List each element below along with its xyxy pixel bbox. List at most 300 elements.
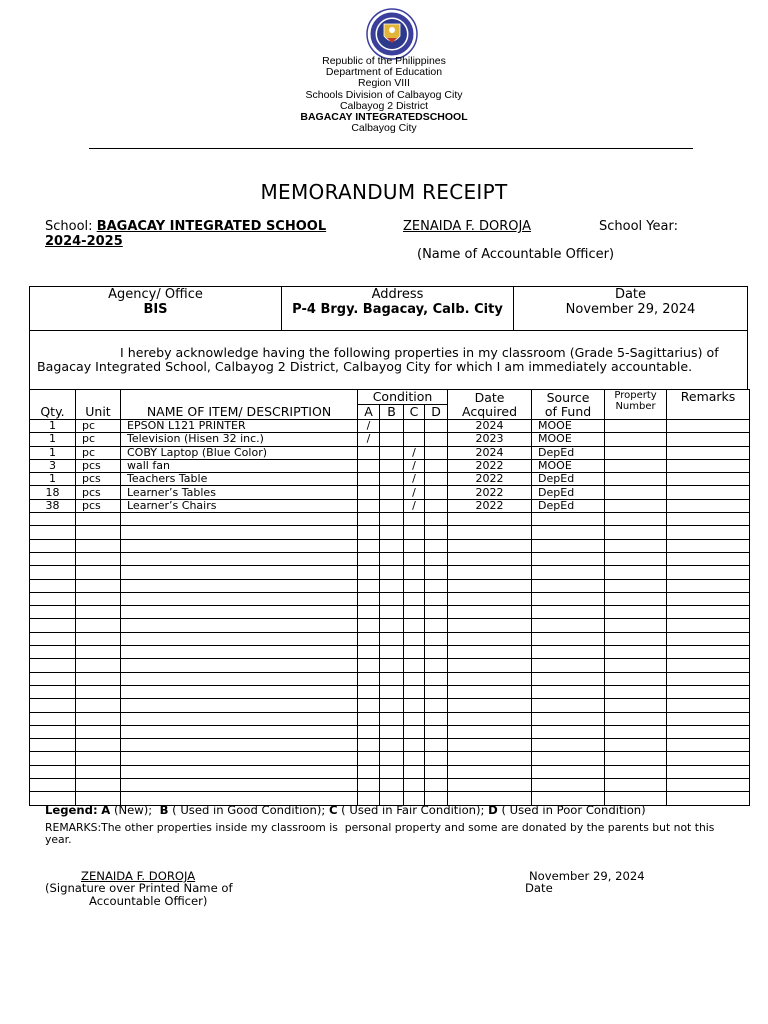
property-number-cell xyxy=(605,606,667,619)
source-of-fund-cell: MOOE xyxy=(532,433,605,446)
condition-c-cell xyxy=(404,712,425,725)
remarks-cell xyxy=(667,739,750,752)
remarks-cell xyxy=(667,712,750,725)
unit-cell xyxy=(76,672,121,685)
unit-cell xyxy=(76,539,121,552)
unit-cell xyxy=(76,619,121,632)
item-name-cell: Learner’s Tables xyxy=(121,486,358,499)
item-description-header: NAME OF ITEM/ DESCRIPTION xyxy=(121,390,358,420)
condition-c-header: C xyxy=(404,405,425,420)
remarks-cell xyxy=(667,539,750,552)
unit-cell xyxy=(76,526,121,539)
date-acquired-cell: 2022 xyxy=(448,486,532,499)
source-of-fund-cell: DepEd xyxy=(532,486,605,499)
unit-cell xyxy=(76,725,121,738)
qty-cell xyxy=(30,632,76,645)
condition-c-cell xyxy=(404,566,425,579)
address-label: Address xyxy=(371,287,424,302)
condition-b-cell xyxy=(380,619,404,632)
qty-cell: 3 xyxy=(30,459,76,472)
condition-c-cell: / xyxy=(404,446,425,459)
date-acquired-cell xyxy=(448,739,532,752)
condition-b-cell xyxy=(380,685,404,698)
legend-a-key: A xyxy=(101,803,111,817)
date-acquired-cell: 2022 xyxy=(448,459,532,472)
condition-a-cell xyxy=(358,779,380,792)
item-name-cell xyxy=(121,632,358,645)
source-header-line1: Source xyxy=(546,389,590,405)
condition-d-cell xyxy=(425,659,448,672)
unit-cell xyxy=(76,513,121,526)
item-name-cell xyxy=(121,779,358,792)
date-acquired-cell xyxy=(448,552,532,565)
date-acquired-cell xyxy=(448,646,532,659)
property-number-cell xyxy=(605,566,667,579)
qty-header: Qty. xyxy=(30,390,76,420)
qty-cell: 1 xyxy=(30,433,76,446)
property-number-cell xyxy=(605,513,667,526)
property-number-cell xyxy=(605,659,667,672)
condition-header: Condition xyxy=(358,390,448,405)
source-of-fund-cell xyxy=(532,765,605,778)
signature-caption-line2: Accountable Officer) xyxy=(89,894,208,908)
source-of-fund-cell xyxy=(532,779,605,792)
condition-a-cell xyxy=(358,646,380,659)
date-acquired-cell xyxy=(448,672,532,685)
item-name-cell: Teachers Table xyxy=(121,473,358,486)
unit-cell xyxy=(76,699,121,712)
source-of-fund-cell: DepEd xyxy=(532,446,605,459)
remarks-cell xyxy=(667,513,750,526)
remarks-cell xyxy=(667,606,750,619)
condition-c-cell xyxy=(404,433,425,446)
table-row-blank xyxy=(30,712,750,725)
legend-a-text: (New); xyxy=(110,803,160,817)
date-acquired-cell xyxy=(448,699,532,712)
table-row-blank xyxy=(30,579,750,592)
signature-caption-line1: (Signature over Printed Name of xyxy=(45,881,233,895)
item-name-cell: COBY Laptop (Blue Color) xyxy=(121,446,358,459)
property-number-cell xyxy=(605,632,667,645)
table-row-blank xyxy=(30,752,750,765)
condition-c-cell: / xyxy=(404,473,425,486)
remarks-cell xyxy=(667,473,750,486)
item-name-cell xyxy=(121,752,358,765)
source-of-fund-cell xyxy=(532,646,605,659)
condition-a-cell xyxy=(358,513,380,526)
source-of-fund-cell: MOOE xyxy=(532,459,605,472)
item-name-cell xyxy=(121,685,358,698)
qty-cell xyxy=(30,646,76,659)
condition-d-cell xyxy=(425,552,448,565)
letterhead xyxy=(0,56,768,134)
source-header-line2: of Fund xyxy=(544,403,592,419)
condition-a-cell xyxy=(358,739,380,752)
condition-a-cell xyxy=(358,765,380,778)
date-acquired-cell xyxy=(448,619,532,632)
item-name-cell xyxy=(121,592,358,605)
remarks-cell xyxy=(667,486,750,499)
remarks-cell xyxy=(667,446,750,459)
source-of-fund-cell xyxy=(532,632,605,645)
condition-c-cell: / xyxy=(404,459,425,472)
qty-cell xyxy=(30,672,76,685)
date-acquired-header-line2: Acquired xyxy=(462,403,518,419)
legend-b-text: ( Used in Good Condition); xyxy=(168,803,329,817)
date-cell xyxy=(514,287,747,330)
remarks-cell xyxy=(667,672,750,685)
condition-d-cell xyxy=(425,566,448,579)
source-of-fund-cell xyxy=(532,739,605,752)
condition-b-cell xyxy=(380,592,404,605)
qty-cell: 38 xyxy=(30,499,76,512)
unit-cell xyxy=(76,765,121,778)
condition-c-cell xyxy=(404,725,425,738)
condition-b-cell xyxy=(380,433,404,446)
source-of-fund-cell xyxy=(532,579,605,592)
header-divider xyxy=(89,148,693,149)
date-acquired-cell xyxy=(448,632,532,645)
condition-a-cell xyxy=(358,566,380,579)
header-line: Schools Division of Calbayog City xyxy=(305,88,463,101)
remarks-cell xyxy=(667,685,750,698)
qty-cell xyxy=(30,659,76,672)
condition-b-cell xyxy=(380,765,404,778)
source-of-fund-cell xyxy=(532,752,605,765)
condition-d-cell xyxy=(425,446,448,459)
condition-c-cell xyxy=(404,699,425,712)
table-row-blank xyxy=(30,513,750,526)
source-of-fund-cell xyxy=(532,619,605,632)
property-number-cell xyxy=(605,579,667,592)
property-number-cell xyxy=(605,646,667,659)
condition-b-cell xyxy=(380,566,404,579)
date-acquired-cell: 2024 xyxy=(448,446,532,459)
condition-a-cell xyxy=(358,539,380,552)
source-of-fund-cell xyxy=(532,592,605,605)
source-of-fund-cell xyxy=(532,712,605,725)
item-name-cell: Television (Hisen 32 inc.) xyxy=(121,433,358,446)
condition-a-cell xyxy=(358,486,380,499)
condition-a-cell xyxy=(358,592,380,605)
remarks-cell xyxy=(667,725,750,738)
item-name-cell xyxy=(121,712,358,725)
source-of-fund-cell xyxy=(532,685,605,698)
property-number-cell xyxy=(605,699,667,712)
condition-d-cell xyxy=(425,632,448,645)
date-label: Date xyxy=(614,287,647,302)
qty-cell: 1 xyxy=(30,473,76,486)
item-name-cell xyxy=(121,579,358,592)
condition-b-cell xyxy=(380,513,404,526)
item-name-cell xyxy=(121,526,358,539)
condition-d-cell xyxy=(425,739,448,752)
source-of-fund-cell xyxy=(532,659,605,672)
condition-c-cell xyxy=(404,765,425,778)
qty-cell xyxy=(30,592,76,605)
qty-cell xyxy=(30,725,76,738)
acknowledgement-text: I hereby acknowledge having the following properties in my classroom (Grade 5-Sagittarius) of Bagacay Integrated School, Calbayog 2 District, Calbayog City for which I am immediately accountable. xyxy=(37,345,719,374)
condition-a-cell xyxy=(358,499,380,512)
condition-d-cell xyxy=(425,672,448,685)
table-row-blank xyxy=(30,672,750,685)
property-number-cell xyxy=(605,592,667,605)
condition-a-cell xyxy=(358,712,380,725)
school-field xyxy=(45,219,326,234)
remarks-cell xyxy=(667,579,750,592)
condition-b-cell xyxy=(380,499,404,512)
qty-cell xyxy=(30,685,76,698)
condition-b-cell xyxy=(380,473,404,486)
date-acquired-cell xyxy=(448,566,532,579)
source-of-fund-cell xyxy=(532,606,605,619)
table-row-blank xyxy=(30,699,750,712)
condition-b-cell xyxy=(380,459,404,472)
legend-b-key: B xyxy=(159,803,169,817)
property-number-cell xyxy=(605,486,667,499)
table-row xyxy=(30,459,750,472)
condition-d-cell xyxy=(425,685,448,698)
condition-c-cell xyxy=(404,526,425,539)
table-row-blank xyxy=(30,632,750,645)
condition-a-cell xyxy=(358,699,380,712)
condition-d-cell xyxy=(425,459,448,472)
signature-date: November 29, 2024 xyxy=(529,869,645,883)
legend-d-text: ( Used in Poor Condition) xyxy=(497,803,646,817)
condition-b-cell xyxy=(380,552,404,565)
condition-a-cell: / xyxy=(358,433,380,446)
source-of-fund-cell xyxy=(532,539,605,552)
condition-d-header: D xyxy=(425,405,448,420)
agency-value: BIS xyxy=(143,302,168,317)
table-row-blank xyxy=(30,566,750,579)
date-acquired-cell xyxy=(448,579,532,592)
condition-c-cell xyxy=(404,632,425,645)
property-number-cell xyxy=(605,752,667,765)
condition-b-cell xyxy=(380,712,404,725)
condition-b-cell xyxy=(380,659,404,672)
item-name-cell xyxy=(121,765,358,778)
date-value: November 29, 2024 xyxy=(565,302,696,317)
condition-c-cell xyxy=(404,646,425,659)
condition-a-cell xyxy=(358,446,380,459)
unit-cell: pcs xyxy=(76,459,121,472)
signature-date-caption: Date xyxy=(525,881,553,895)
property-number-cell xyxy=(605,619,667,632)
property-number-cell xyxy=(605,712,667,725)
condition-d-cell xyxy=(425,619,448,632)
qty-cell xyxy=(30,699,76,712)
property-number-cell xyxy=(605,473,667,486)
date-acquired-cell xyxy=(448,592,532,605)
property-header-line2: Number xyxy=(615,401,656,412)
remarks-cell xyxy=(667,566,750,579)
remarks-header: Remarks xyxy=(667,390,750,420)
item-name-cell xyxy=(121,513,358,526)
property-number-header xyxy=(605,390,667,420)
item-name-cell xyxy=(121,659,358,672)
item-name-cell xyxy=(121,552,358,565)
source-of-fund-cell xyxy=(532,566,605,579)
date-acquired-cell: 2022 xyxy=(448,499,532,512)
table-row-blank xyxy=(30,526,750,539)
condition-b-cell xyxy=(380,579,404,592)
condition-c-cell xyxy=(404,672,425,685)
condition-d-cell xyxy=(425,473,448,486)
address-cell xyxy=(282,287,514,330)
property-number-cell xyxy=(605,433,667,446)
legend-c-text: ( Used in Fair Condition); xyxy=(337,803,489,817)
header-line: Republic of the Philippines xyxy=(322,55,446,67)
date-acquired-cell xyxy=(448,539,532,552)
date-acquired-header xyxy=(448,390,532,420)
table-row-blank xyxy=(30,779,750,792)
source-of-fund-cell xyxy=(532,513,605,526)
qty-cell xyxy=(30,712,76,725)
remarks-cell xyxy=(667,592,750,605)
school-year-label: School Year: xyxy=(599,219,678,234)
qty-cell xyxy=(30,779,76,792)
condition-a-cell xyxy=(358,619,380,632)
property-number-cell xyxy=(605,725,667,738)
unit-cell xyxy=(76,739,121,752)
table-row-blank xyxy=(30,725,750,738)
condition-c-cell xyxy=(404,539,425,552)
qty-cell xyxy=(30,552,76,565)
remarks-cell xyxy=(667,752,750,765)
date-acquired-cell xyxy=(448,526,532,539)
condition-b-cell xyxy=(380,725,404,738)
unit-cell: pcs xyxy=(76,473,121,486)
condition-b-cell xyxy=(380,699,404,712)
condition-c-cell xyxy=(404,779,425,792)
item-name-cell xyxy=(121,672,358,685)
property-number-cell xyxy=(605,685,667,698)
condition-a-header: A xyxy=(358,405,380,420)
table-row xyxy=(30,433,750,446)
property-number-cell xyxy=(605,552,667,565)
unit-cell xyxy=(76,659,121,672)
remarks-cell xyxy=(667,659,750,672)
condition-c-cell xyxy=(404,420,425,433)
condition-b-cell xyxy=(380,606,404,619)
school-label: School: xyxy=(45,219,93,234)
condition-a-cell xyxy=(358,579,380,592)
table-row-blank xyxy=(30,592,750,605)
condition-c-cell xyxy=(404,619,425,632)
condition-b-cell xyxy=(380,672,404,685)
table-row-blank xyxy=(30,606,750,619)
items-body xyxy=(30,420,750,806)
unit-cell xyxy=(76,606,121,619)
item-name-cell xyxy=(121,606,358,619)
date-acquired-cell xyxy=(448,685,532,698)
condition-b-cell xyxy=(380,632,404,645)
condition-c-cell xyxy=(404,592,425,605)
condition-b-header: B xyxy=(380,405,404,420)
condition-a-cell xyxy=(358,725,380,738)
date-acquired-cell xyxy=(448,513,532,526)
condition-d-cell xyxy=(425,499,448,512)
condition-c-cell xyxy=(404,552,425,565)
table-row-blank xyxy=(30,765,750,778)
header-line: Calbayog 2 District xyxy=(339,99,429,112)
table-row-blank xyxy=(30,739,750,752)
property-number-cell xyxy=(605,779,667,792)
table-row-blank xyxy=(30,646,750,659)
item-name-cell xyxy=(121,646,358,659)
remarks-note: REMARKS:The other properties inside my classroom is personal property and some are donated by the parents but not this year. xyxy=(45,821,718,846)
date-acquired-cell: 2022 xyxy=(448,473,532,486)
condition-b-cell xyxy=(380,420,404,433)
condition-a-cell xyxy=(358,473,380,486)
item-name-cell: EPSON L121 PRINTER xyxy=(121,420,358,433)
qty-cell xyxy=(30,566,76,579)
source-of-fund-cell xyxy=(532,526,605,539)
legend-d-key: D xyxy=(488,803,498,817)
qty-cell: 18 xyxy=(30,486,76,499)
table-row-blank xyxy=(30,659,750,672)
property-number-cell xyxy=(605,672,667,685)
unit-cell: pcs xyxy=(76,486,121,499)
signature-name: ZENAIDA F. DOROJA xyxy=(81,869,196,883)
item-name-cell xyxy=(121,566,358,579)
item-name-cell xyxy=(121,725,358,738)
property-number-cell xyxy=(605,420,667,433)
condition-c-cell xyxy=(404,513,425,526)
item-name-cell: wall fan xyxy=(121,459,358,472)
agency-label: Agency/ Office xyxy=(108,287,203,302)
unit-cell xyxy=(76,552,121,565)
property-header-line1: Property xyxy=(614,390,657,401)
officer-name: ZENAIDA F. DOROJA xyxy=(403,219,532,234)
unit-cell xyxy=(76,752,121,765)
condition-d-cell xyxy=(425,539,448,552)
remarks-cell xyxy=(667,632,750,645)
unit-cell: pc xyxy=(76,433,121,446)
condition-b-cell xyxy=(380,779,404,792)
unit-header: Unit xyxy=(76,390,121,420)
unit-cell xyxy=(76,779,121,792)
condition-b-cell xyxy=(380,646,404,659)
remarks-cell xyxy=(667,552,750,565)
header-line: Region VIII xyxy=(358,77,410,90)
agency-box xyxy=(29,286,748,331)
condition-d-cell xyxy=(425,592,448,605)
table-row-blank xyxy=(30,539,750,552)
unit-cell xyxy=(76,592,121,605)
property-number-cell xyxy=(605,765,667,778)
qty-cell xyxy=(30,739,76,752)
qty-cell xyxy=(30,619,76,632)
condition-a-cell xyxy=(358,606,380,619)
header-city: Calbayog City xyxy=(351,122,417,135)
condition-c-cell xyxy=(404,579,425,592)
condition-b-cell xyxy=(380,526,404,539)
unit-cell xyxy=(76,646,121,659)
unit-cell: pc xyxy=(76,420,121,433)
qty-cell xyxy=(30,513,76,526)
legend-label: Legend: xyxy=(45,803,98,817)
condition-c-cell: / xyxy=(404,486,425,499)
condition-d-cell xyxy=(425,725,448,738)
remarks-cell xyxy=(667,433,750,446)
item-name-cell xyxy=(121,539,358,552)
condition-b-cell xyxy=(380,752,404,765)
header-line: Department of Education xyxy=(325,66,443,79)
condition-d-cell xyxy=(425,765,448,778)
condition-d-cell xyxy=(425,526,448,539)
